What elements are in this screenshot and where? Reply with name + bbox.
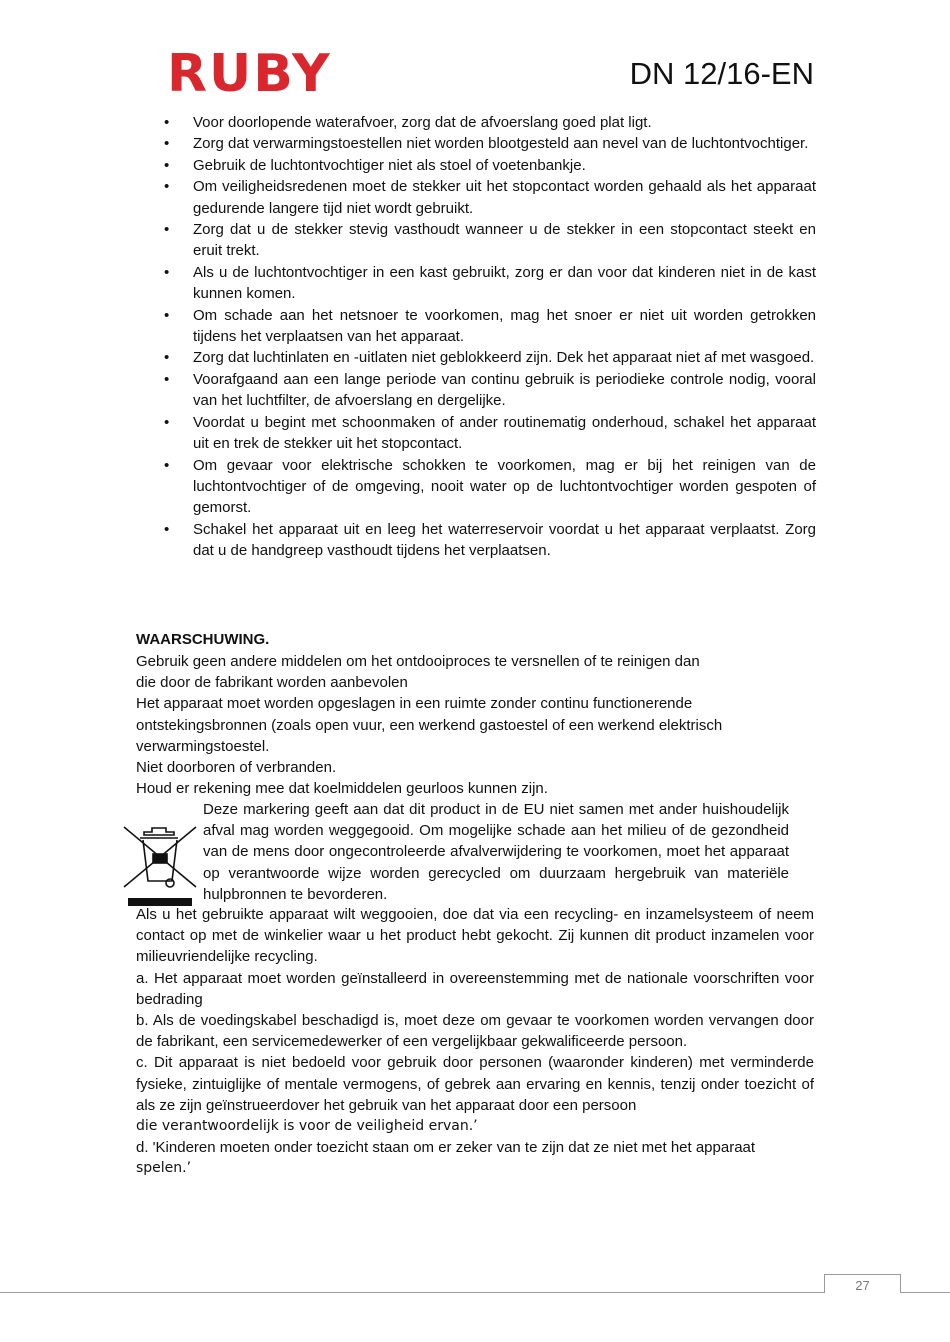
bullet-item: • Voor doorlopende waterafvoer, zorg dat de afvoerslang goed plat ligt. bbox=[160, 112, 816, 133]
warning-line: ontstekingsbronnen (zoals open vuur, een werkend gastoestel of een werkend elektrisch bbox=[136, 716, 723, 734]
warning-line: die door de fabrikant worden aanbevolen bbox=[136, 674, 408, 692]
crossed-out-wheelie-bin-icon bbox=[122, 821, 198, 907]
bullet-item: • Om veiligheidsredenen moet de stekker uit het stopcontact worden gehaald als het apparaat gedurende langere tijd niet wordt gebruikt. bbox=[160, 176, 816, 219]
note-d: d. 'Kinderen moeten onder toezicht staan om er zeker van te zijn dat ze niet met het apparaat bbox=[136, 1139, 756, 1157]
disposal-and-notes bbox=[136, 904, 814, 1180]
warning-line: Houd er rekening mee dat koelmiddelen geurloos kunnen zijn. bbox=[136, 780, 548, 798]
warning-line: Gebruik geen andere middelen om het ontdooiproces te versnellen of te reinigen dan bbox=[136, 653, 700, 670]
bullet-item: • Voorafgaand aan een lange periode van continu gebruik is periodieke controle nodig, vooral van het luchtfilter, de afvoerslang en dergelijke. bbox=[160, 369, 816, 412]
bullet-item: • Om gevaar voor elektrische schokken te voorkomen, mag er bij het reinigen van de luchtontvochtiger of de omgeving, nooit water op de luchtontvochtiger worden gespoten of gemorst. bbox=[160, 455, 816, 519]
warning-line: Het apparaat moet worden opgeslagen in een ruimte zonder continu functionerende bbox=[136, 695, 693, 713]
bullet-item: • Zorg dat luchtinlaten en -uitlaten niet geblokkeerd zijn. Dek het apparaat niet af met wasgoed. bbox=[160, 347, 816, 368]
brand-logo: RUBY bbox=[167, 44, 332, 104]
note-c-end: die verantwoordelijk is voor de veiligheid ervan.’ bbox=[136, 1118, 478, 1135]
warning-line: Niet doorboren of verbranden. bbox=[136, 759, 337, 777]
bullet-item: • Als u de luchtontvochtiger in een kast gebruikt, zorg er dan voor dat kinderen niet in de kast kunnen komen. bbox=[160, 262, 816, 305]
warning-title: WAARSCHUWING. bbox=[136, 631, 270, 648]
note-b: b. Als de voedingskabel beschadigd is, moet deze om gevaar te voorkomen worden vervangen door de fabrikant, een servicemedewerker of een vergelijkbaar gekwalificeerde persoon. bbox=[136, 1012, 814, 1051]
disposal-paragraph: Als u het gebruikte apparaat wilt weggooien, doe dat via een recycling- en inzamelsysteem of neem contact op met de winkelier waar u het product hebt gekocht. Zij kunnen dit product inzamelen voor milieuvriendelijke recycling. bbox=[136, 906, 814, 966]
model-number: DN 12/16-EN bbox=[629, 56, 814, 91]
bullet-item: • Om schade aan het netsnoer te voorkomen, mag het snoer er niet uit worden getrokken tijdens het verplaatsen van het apparaat. bbox=[160, 305, 816, 348]
safety-bullet-list bbox=[160, 112, 816, 562]
note-a: a. Het apparaat moet worden geïnstalleerd in overeenstemming met de nationale voorschriften voor bedrading bbox=[136, 969, 814, 1008]
note-d-end: spelen.’ bbox=[136, 1160, 192, 1177]
bullet-item: • Voordat u begint met schoonmaken of ander routinematig onderhoud, schakel het apparaat uit en trek de stekker uit het stopcontact. bbox=[160, 412, 816, 455]
warning-line: verwarmingstoestel. bbox=[136, 737, 270, 755]
weee-notice: Deze markering geeft aan dat dit product in de EU niet samen met ander huishoudelijk afval mag worden weggegooid. Om mogelijke schade aan het milieu of de gezondheid van de mens door ongecontroleerde afvalverwijdering te voorkomen, moet het apparaat op verantwoorde wijze worden gerecycled om duurzaam hergebruik van materiële hulpbronnen te bevorderen. bbox=[203, 801, 789, 903]
note-c: c. Dit apparaat is niet bedoeld voor gebruik door personen (waaronder kinderen) met verminderde fysieke, zintuiglijke of mentale vermogens, of gebrek aan ervaring en kennis, tenzij onder toezicht of als ze zijn geïnstrueerdover het gebruik van het apparaat door een persoon bbox=[136, 1054, 814, 1114]
page-number: 27 bbox=[824, 1274, 901, 1293]
bullet-item: • Zorg dat u de stekker stevig vasthoudt wanneer u de stekker in een stopcontact steekt en eruit trekt. bbox=[160, 219, 816, 262]
bullet-item: • Schakel het apparaat uit en leeg het waterreservoir voordat u het apparaat verplaatst. Zorg dat u de handgreep vasthoudt tijdens het verplaatsen. bbox=[160, 519, 816, 562]
bullet-item: • Gebruik de luchtontvochtiger niet als stoel of voetenbankje. bbox=[160, 155, 816, 176]
footer-rule bbox=[0, 1292, 950, 1293]
warning-text bbox=[136, 651, 776, 799]
bullet-item: • Zorg dat verwarmingstoestellen niet worden blootgesteld aan nevel van de luchtontvochtiger. bbox=[160, 133, 816, 154]
